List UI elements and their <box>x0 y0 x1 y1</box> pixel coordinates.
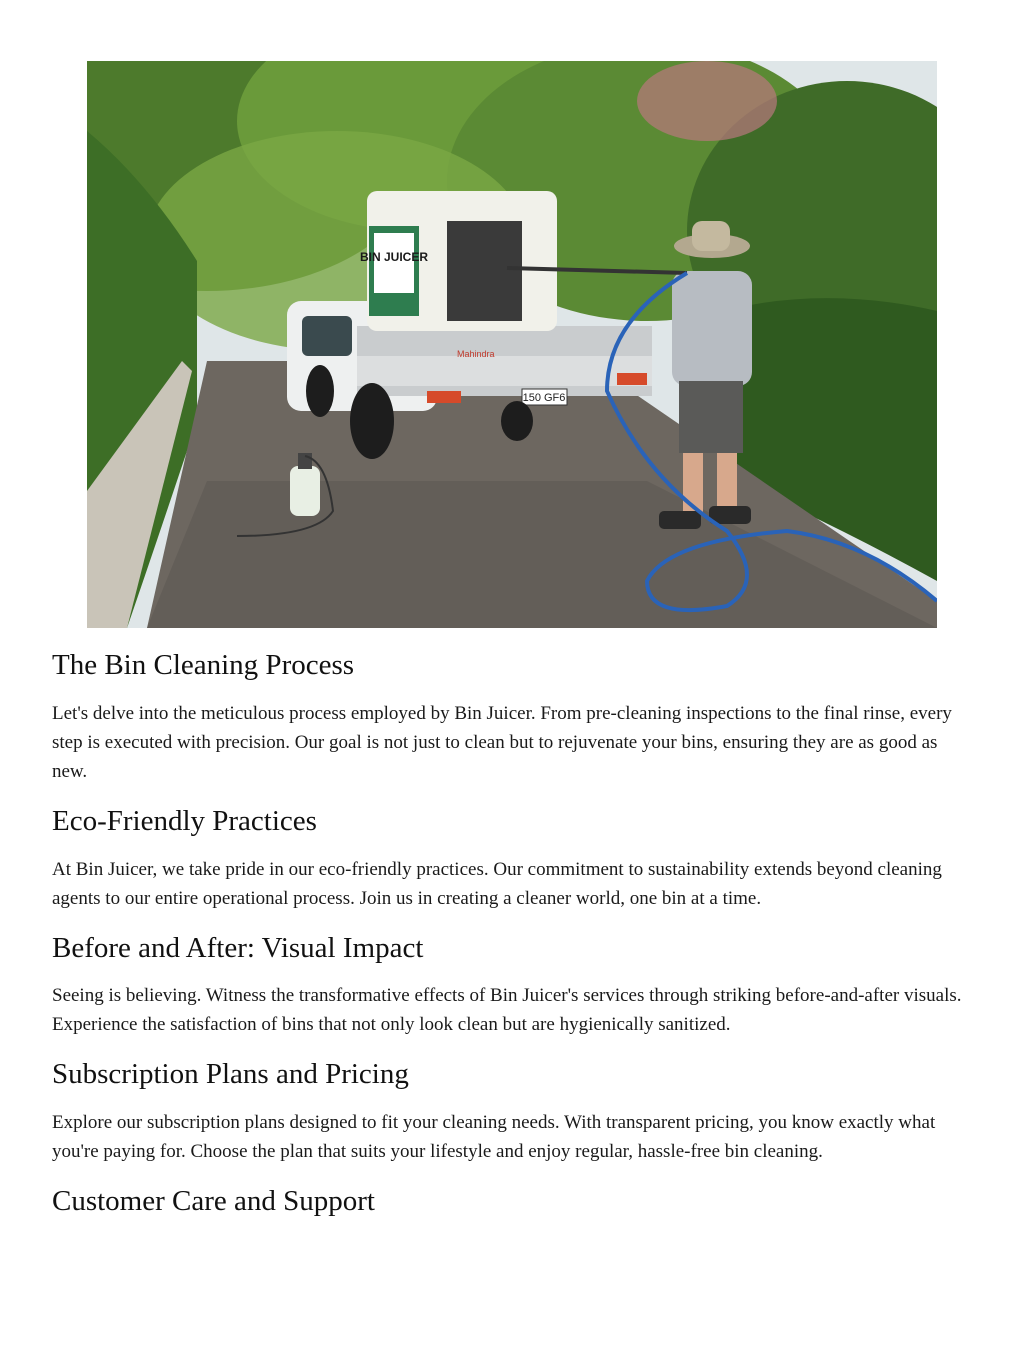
section-customer-care <box>52 1184 967 1219</box>
section-body: At Bin Juicer, we take pride in our eco-friendly practices. Our commitment to sustainability extends beyond cleaning agents to our entire operational process. Join us in creating a cleaner world, one bin at a time. <box>52 858 942 909</box>
article-content <box>52 640 967 1235</box>
section-heading: The Bin Cleaning Process <box>52 649 355 681</box>
section-heading: Customer Care and Support <box>52 1185 375 1218</box>
license-plate-text: 150 GF6 <box>522 392 566 404</box>
section-bin-cleaning-process <box>52 648 967 786</box>
bin-cleaning-truck-image <box>87 61 937 628</box>
section-subscription-plans <box>52 1057 967 1166</box>
section-eco-friendly-practices <box>52 804 967 913</box>
section-body: Explore our subscription plans designed to fit your cleaning needs. With transparent pricing, you know exactly what you're paying for. Choose the plan that suits your lifestyle and enjoy regular, hassle-free bin cleaning. <box>52 1112 936 1163</box>
truck-brand-text: Mahindra <box>457 349 495 359</box>
section-heading: Before and After: Visual Impact <box>52 931 424 964</box>
section-before-and-after <box>52 931 967 1040</box>
section-heading: Subscription Plans and Pricing <box>52 1058 409 1091</box>
truck-sign-text: BIN JUICER <box>359 250 429 264</box>
section-body: Seeing is believing. Witness the transformative effects of Bin Juicer's services through striking before-and-after visuals. Experience the satisfaction of bins that not only look clean but are hygienically sanitized. <box>52 985 962 1036</box>
section-body: Let's delve into the meticulous process employed by Bin Juicer. From pre-cleaning inspections to the final rinse, every step is executed with precision. Our goal is not just to clean but to rejuvenate your bins, ensuring they are as good as new. <box>52 702 952 782</box>
section-heading: Eco-Friendly Practices <box>52 804 317 837</box>
hero-photo <box>87 61 937 628</box>
